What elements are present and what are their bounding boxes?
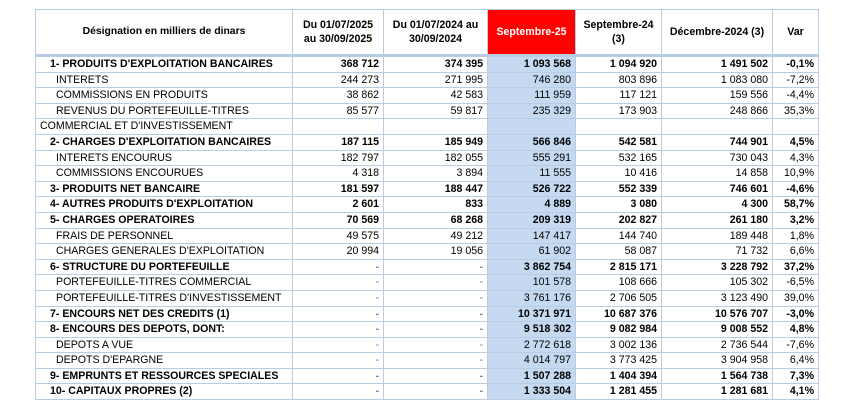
table-row <box>36 181 819 197</box>
table-row <box>36 244 819 260</box>
table-row <box>36 212 819 228</box>
septembre-25-value: 235 329 <box>488 103 576 119</box>
decembre-2024-value: 1 491 502 <box>662 56 773 73</box>
row-label: 3- PRODUITS NET BANCAIRE <box>36 181 293 197</box>
q3-2025-value: 49 575 <box>293 228 384 244</box>
septembre-24-value: 552 339 <box>576 181 662 197</box>
decembre-2024-value: 248 866 <box>662 103 773 119</box>
decembre-2024-value: 14 858 <box>662 166 773 182</box>
septembre-25-value: 11 555 <box>488 166 576 182</box>
q3-2024-value: 19 056 <box>384 244 488 260</box>
q3-2025-value: - <box>293 259 384 275</box>
septembre-25-value: 3 862 754 <box>488 259 576 275</box>
septembre-24-value: 10 687 376 <box>576 306 662 322</box>
septembre-25-value: 10 371 971 <box>488 306 576 322</box>
table-row <box>36 290 819 306</box>
table-row <box>36 368 819 384</box>
table-row <box>36 103 819 119</box>
septembre-24-value <box>576 119 662 135</box>
decembre-2024-value: 746 601 <box>662 181 773 197</box>
q3-2024-value: 374 395 <box>384 56 488 73</box>
header-designation: Désignation en milliers de dinars <box>36 10 293 56</box>
row-label: REVENUS DU PORTEFEUILLE-TITRES <box>36 103 293 119</box>
var-value: 35,3% <box>773 103 819 119</box>
q3-2025-value: 182 797 <box>293 150 384 166</box>
row-label: CHARGES GENERALES D'EXPLOITATION <box>36 244 293 260</box>
septembre-25-value <box>488 119 576 135</box>
septembre-24-value: 117 121 <box>576 88 662 104</box>
decembre-2024-value: 1 564 738 <box>662 368 773 384</box>
septembre-24-value: 202 827 <box>576 212 662 228</box>
q3-2024-value: - <box>384 290 488 306</box>
q3-2025-value: - <box>293 290 384 306</box>
row-label: 8- ENCOURS DES DEPOTS, DONT: <box>36 322 293 338</box>
decembre-2024-value <box>662 119 773 135</box>
decembre-2024-value: 261 180 <box>662 212 773 228</box>
septembre-24-value: 3 080 <box>576 197 662 213</box>
q3-2024-value: 188 447 <box>384 181 488 197</box>
var-value <box>773 119 819 135</box>
decembre-2024-value: 159 556 <box>662 88 773 104</box>
q3-2024-value <box>384 119 488 135</box>
table-row <box>36 306 819 322</box>
q3-2024-value: 3 894 <box>384 166 488 182</box>
septembre-24-value: 10 416 <box>576 166 662 182</box>
q3-2025-value: 368 712 <box>293 56 384 73</box>
row-label: COMMERCIAL ET D'INVESTISSEMENT <box>36 119 293 135</box>
header-decembre-2024: Décembre-2024 (3) <box>662 10 773 56</box>
row-label: 4- AUTRES PRODUITS D'EXPLOITATION <box>36 197 293 213</box>
row-label: PORTEFEUILLE-TITRES COMMERCIAL <box>36 275 293 291</box>
var-value: 10,9% <box>773 166 819 182</box>
septembre-25-value: 9 518 302 <box>488 322 576 338</box>
var-value: 6,6% <box>773 244 819 260</box>
var-value: 4,8% <box>773 322 819 338</box>
q3-2024-value: 271 995 <box>384 72 488 88</box>
row-label: 2- CHARGES D'EXPLOITATION BANCAIRES <box>36 134 293 150</box>
table-row <box>36 150 819 166</box>
decembre-2024-value: 4 300 <box>662 197 773 213</box>
table-row <box>36 384 819 400</box>
row-label: 1- PRODUITS D'EXPLOITATION BANCAIRES <box>36 56 293 73</box>
decembre-2024-value: 3 228 792 <box>662 259 773 275</box>
q3-2025-value: - <box>293 306 384 322</box>
q3-2024-value: 49 212 <box>384 228 488 244</box>
table-row <box>36 134 819 150</box>
decembre-2024-value: 189 448 <box>662 228 773 244</box>
q3-2024-value: - <box>384 322 488 338</box>
table-row <box>36 337 819 353</box>
septembre-25-value: 147 417 <box>488 228 576 244</box>
table-row <box>36 228 819 244</box>
table-row <box>36 88 819 104</box>
table-body <box>36 56 819 400</box>
q3-2025-value: 38 862 <box>293 88 384 104</box>
septembre-24-value: 173 903 <box>576 103 662 119</box>
var-value: -7,2% <box>773 72 819 88</box>
septembre-25-value: 4 889 <box>488 197 576 213</box>
septembre-25-value: 1 093 568 <box>488 56 576 73</box>
septembre-25-value: 746 280 <box>488 72 576 88</box>
decembre-2024-value: 105 302 <box>662 275 773 291</box>
septembre-24-value: 1 404 394 <box>576 368 662 384</box>
row-label: FRAIS DE PERSONNEL <box>36 228 293 244</box>
septembre-24-value: 803 896 <box>576 72 662 88</box>
q3-2024-value: 59 817 <box>384 103 488 119</box>
decembre-2024-value: 3 123 490 <box>662 290 773 306</box>
decembre-2024-value: 10 576 707 <box>662 306 773 322</box>
q3-2025-value: 85 577 <box>293 103 384 119</box>
septembre-25-value: 1 507 288 <box>488 368 576 384</box>
row-label: 6- STRUCTURE DU PORTEFEUILLE <box>36 259 293 275</box>
row-label: DEPOTS A VUE <box>36 337 293 353</box>
table-row <box>36 197 819 213</box>
q3-2025-value: 181 597 <box>293 181 384 197</box>
septembre-24-value: 542 581 <box>576 134 662 150</box>
row-label: COMMISSIONS ENCOURUES <box>36 166 293 182</box>
var-value: 6,4% <box>773 353 819 369</box>
row-label: 10- CAPITAUX PROPRES (2) <box>36 384 293 400</box>
septembre-24-value: 2 815 171 <box>576 259 662 275</box>
row-label: 5- CHARGES OPERATOIRES <box>36 212 293 228</box>
row-label: INTERETS <box>36 72 293 88</box>
var-value: -7,6% <box>773 337 819 353</box>
var-value: 3,2% <box>773 212 819 228</box>
var-value: -6,5% <box>773 275 819 291</box>
row-label: INTERETS ENCOURUS <box>36 150 293 166</box>
septembre-25-value: 566 846 <box>488 134 576 150</box>
decembre-2024-value: 9 008 552 <box>662 322 773 338</box>
septembre-24-value: 108 666 <box>576 275 662 291</box>
septembre-24-value: 1 094 920 <box>576 56 662 73</box>
var-value: 39,0% <box>773 290 819 306</box>
septembre-25-value: 1 333 504 <box>488 384 576 400</box>
var-value: -3,0% <box>773 306 819 322</box>
decembre-2024-value: 71 732 <box>662 244 773 260</box>
q3-2025-value: 20 994 <box>293 244 384 260</box>
q3-2024-value: - <box>384 275 488 291</box>
var-value: 4,1% <box>773 384 819 400</box>
q3-2025-value: - <box>293 368 384 384</box>
table-row <box>36 72 819 88</box>
decembre-2024-value: 730 043 <box>662 150 773 166</box>
septembre-25-value: 555 291 <box>488 150 576 166</box>
q3-2025-value: - <box>293 275 384 291</box>
q3-2025-value: 187 115 <box>293 134 384 150</box>
row-label: 9- EMPRUNTS ET RESSOURCES SPECIALES <box>36 368 293 384</box>
q3-2024-value: - <box>384 306 488 322</box>
header-septembre-24: Septembre-24 (3) <box>576 10 662 56</box>
q3-2024-value: - <box>384 337 488 353</box>
table-row <box>36 56 819 73</box>
q3-2025-value: 70 569 <box>293 212 384 228</box>
var-value: 1,8% <box>773 228 819 244</box>
decembre-2024-value: 3 904 958 <box>662 353 773 369</box>
row-label: PORTEFEUILLE-TITRES D'INVESTISSEMENT <box>36 290 293 306</box>
q3-2025-value: - <box>293 322 384 338</box>
var-value: -0,1% <box>773 56 819 73</box>
q3-2025-value <box>293 119 384 135</box>
table-row <box>36 322 819 338</box>
septembre-25-value: 111 959 <box>488 88 576 104</box>
var-value: 4,3% <box>773 150 819 166</box>
q3-2024-value: 42 583 <box>384 88 488 104</box>
septembre-24-value: 144 740 <box>576 228 662 244</box>
var-value: 7,3% <box>773 368 819 384</box>
var-value: -4,4% <box>773 88 819 104</box>
q3-2024-value: - <box>384 353 488 369</box>
q3-2025-value: - <box>293 337 384 353</box>
decembre-2024-value: 744 901 <box>662 134 773 150</box>
q3-2025-value: 2 601 <box>293 197 384 213</box>
septembre-25-value: 2 772 618 <box>488 337 576 353</box>
var-value: -4,6% <box>773 181 819 197</box>
q3-2024-value: 182 055 <box>384 150 488 166</box>
septembre-24-value: 2 706 505 <box>576 290 662 306</box>
row-label: 7- ENCOURS NET DES CREDITS (1) <box>36 306 293 322</box>
table-row <box>36 166 819 182</box>
table-row <box>36 119 819 135</box>
septembre-25-value: 4 014 797 <box>488 353 576 369</box>
row-label: DEPOTS D'EPARGNE <box>36 353 293 369</box>
q3-2025-value: - <box>293 353 384 369</box>
q3-2024-value: 68 268 <box>384 212 488 228</box>
var-value: 58,7% <box>773 197 819 213</box>
header-q3-2025: Du 01/07/2025 au 30/09/2025 <box>293 10 384 56</box>
septembre-25-value: 209 319 <box>488 212 576 228</box>
q3-2025-value: 4 318 <box>293 166 384 182</box>
header-q3-2024: Du 01/07/2024 au 30/09/2024 <box>384 10 488 56</box>
decembre-2024-value: 1 083 080 <box>662 72 773 88</box>
septembre-25-value: 61 902 <box>488 244 576 260</box>
q3-2024-value: 185 949 <box>384 134 488 150</box>
var-value: 4,5% <box>773 134 819 150</box>
septembre-25-value: 101 578 <box>488 275 576 291</box>
table-row <box>36 259 819 275</box>
decembre-2024-value: 2 736 544 <box>662 337 773 353</box>
q3-2025-value: - <box>293 384 384 400</box>
q3-2025-value: 244 273 <box>293 72 384 88</box>
q3-2024-value: - <box>384 384 488 400</box>
q3-2024-value: - <box>384 259 488 275</box>
septembre-24-value: 532 165 <box>576 150 662 166</box>
septembre-24-value: 9 082 984 <box>576 322 662 338</box>
septembre-24-value: 3 002 136 <box>576 337 662 353</box>
septembre-24-value: 58 087 <box>576 244 662 260</box>
financial-indicators-table <box>35 9 819 400</box>
row-label: COMMISSIONS EN PRODUITS <box>36 88 293 104</box>
septembre-25-value: 3 761 176 <box>488 290 576 306</box>
q3-2024-value: 833 <box>384 197 488 213</box>
septembre-24-value: 1 281 455 <box>576 384 662 400</box>
septembre-25-value: 526 722 <box>488 181 576 197</box>
decembre-2024-value: 1 281 681 <box>662 384 773 400</box>
table-row <box>36 353 819 369</box>
var-value: 37,2% <box>773 259 819 275</box>
header-row <box>36 10 819 56</box>
header-septembre-25: Septembre-25 <box>488 10 576 56</box>
q3-2024-value: - <box>384 368 488 384</box>
header-var: Var <box>773 10 819 56</box>
septembre-24-value: 3 773 425 <box>576 353 662 369</box>
table-row <box>36 275 819 291</box>
